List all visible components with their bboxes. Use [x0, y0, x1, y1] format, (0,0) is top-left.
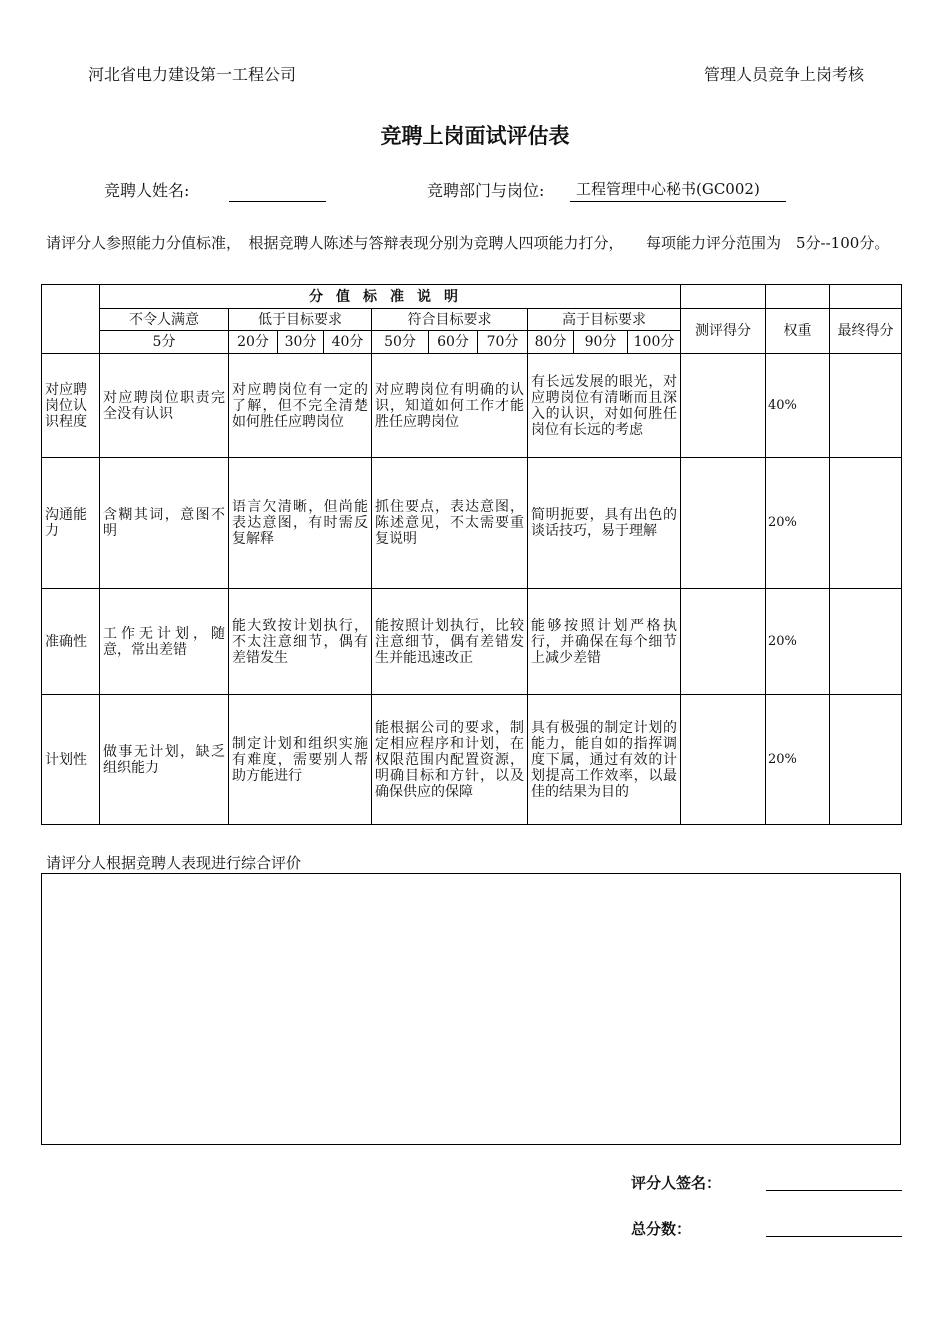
desc-meets-target: 抓住要点，表达意图，陈述意见，不太需要重复说明: [372, 458, 528, 589]
score-cell: 80分: [528, 331, 574, 354]
score-cell: 40分: [324, 331, 372, 354]
score-cell: 70分: [478, 331, 528, 354]
level-above-target: 高于目标要求: [528, 309, 681, 331]
score-input[interactable]: [681, 458, 766, 589]
desc-above-target: 具有极强的制定计划的能力，能自如的指挥调度下属，通过有效的计划提高工作效率，以最佳的结果为目的: [528, 695, 681, 825]
score-input[interactable]: [681, 695, 766, 825]
table-row: [42, 354, 902, 458]
desc-above-target: 有长远发展的眼光，对应聘岗位有清晰而且深入的认识，对如何胜任岗位有长远的考虑: [528, 354, 681, 458]
level-below-target: 低于目标要求: [229, 309, 372, 331]
instructions: 请评分人参照能力分值标准， 根据竞聘人陈述与答辩表现分别为竞聘人四项能力打分， 每项能力评分范围为 5分--100分。: [46, 234, 890, 252]
desc-meets-target: 能按照计划执行，比较注意细节，偶有差错发生并能迅速改正: [372, 589, 528, 695]
final-score-input[interactable]: [830, 695, 902, 825]
row-label: 计划性: [42, 695, 100, 825]
col-final-header: 最终得分: [830, 309, 902, 354]
comment-label: 请评分人根据竞聘人表现进行综合评价: [46, 854, 302, 872]
desc-meets-target: 能根据公司的要求，制定相应程序和计划，在权限范围内配置资源，明确目标和方针，以及确保供应的保障: [372, 695, 528, 825]
table-row: [42, 695, 902, 825]
final-score-input[interactable]: [830, 354, 902, 458]
col-score-header: 测评得分: [681, 309, 766, 354]
level-unsatisfactory: 不令人满意: [100, 309, 229, 331]
evaluator-signature-field[interactable]: [766, 1190, 902, 1191]
score-cell: 60分: [429, 331, 478, 354]
blank-cell: [766, 285, 830, 309]
row-label: 对应聘岗位认识程度: [42, 354, 100, 458]
department-field[interactable]: 工程管理中心秘书(GC002): [570, 178, 786, 202]
weight-value: 20%: [766, 458, 830, 589]
candidate-name-field[interactable]: [229, 182, 326, 202]
row-label: 准确性: [42, 589, 100, 695]
score-cell: 90分: [574, 331, 628, 354]
level-meets-target: 符合目标要求: [372, 309, 528, 331]
table-row: [42, 458, 902, 589]
weight-value: 20%: [766, 589, 830, 695]
desc-below-target: 能大致按计划执行，不太注意细节，偶有差错发生: [229, 589, 372, 695]
evaluation-table: [41, 284, 902, 825]
desc-above-target: 能够按照计划严格执行，并确保在每个细节上减少差错: [528, 589, 681, 695]
final-score-input[interactable]: [830, 458, 902, 589]
desc-unsatisfactory: 做事无计划，缺乏组织能力: [100, 695, 229, 825]
total-score-label: 总分数：: [631, 1220, 692, 1238]
desc-above-target: 简明扼要，具有出色的谈话技巧，易于理解: [528, 458, 681, 589]
candidate-name-label: 竞聘人姓名:: [104, 181, 190, 200]
desc-below-target: 对应聘岗位有一定的了解，但不完全清楚如何胜任应聘岗位: [229, 354, 372, 458]
corner-cell: [42, 285, 100, 354]
score-cell: 30分: [278, 331, 324, 354]
weight-value: 40%: [766, 354, 830, 458]
company-name: 河北省电力建设第一工程公司: [88, 65, 297, 84]
weight-value: 20%: [766, 695, 830, 825]
score-cell: 100分: [628, 331, 681, 354]
desc-unsatisfactory: 工作无计划，随意，常出差错: [100, 589, 229, 695]
final-score-input[interactable]: [830, 589, 902, 695]
blank-cell: [681, 285, 766, 309]
blank-cell: [830, 285, 902, 309]
total-score-field[interactable]: [766, 1236, 902, 1237]
desc-meets-target: 对应聘岗位有明确的认识，知道如何工作才能胜任应聘岗位: [372, 354, 528, 458]
col-weight-header: 权重: [766, 309, 830, 354]
evaluator-signature-label: 评分人签名：: [631, 1174, 722, 1192]
page-title: 竞聘上岗面试评估表: [380, 123, 570, 148]
standard-header: 分值标准说明: [100, 285, 681, 309]
document-type: 管理人员竞争上岗考核: [703, 65, 864, 84]
desc-below-target: 制定计划和组织实施有难度，需要别人帮助方能进行: [229, 695, 372, 825]
comment-box[interactable]: [41, 873, 901, 1145]
score-cell: 5分: [100, 331, 229, 354]
desc-below-target: 语言欠清晰，但尚能表达意图，有时需反复解释: [229, 458, 372, 589]
department-label: 竞聘部门与岗位:: [427, 181, 545, 200]
score-input[interactable]: [681, 589, 766, 695]
score-cell: 20分: [229, 331, 278, 354]
score-input[interactable]: [681, 354, 766, 458]
table-row: [42, 589, 902, 695]
desc-unsatisfactory: 对应聘岗位职责完全没有认识: [100, 354, 229, 458]
score-cell: 50分: [372, 331, 429, 354]
desc-unsatisfactory: 含糊其词，意图不明: [100, 458, 229, 589]
row-label: 沟通能力: [42, 458, 100, 589]
